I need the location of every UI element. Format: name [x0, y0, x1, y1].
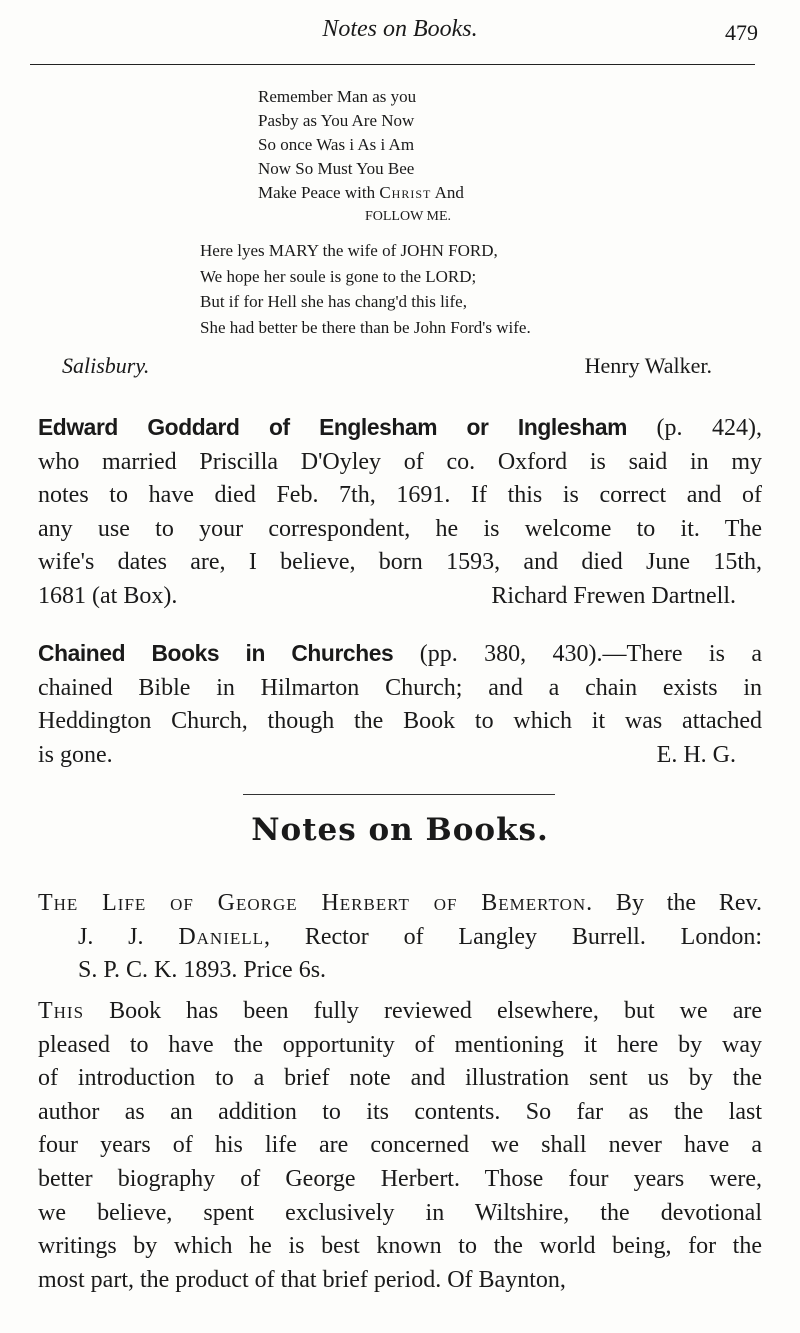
- text-line: [38, 739, 762, 773]
- text-span: wife's dates are, I believe, born 1593, and died June 15th,: [38, 549, 762, 576]
- text-line: [38, 479, 762, 513]
- text-span: four years of his life are concerned we shall never have a: [38, 1132, 762, 1159]
- text-span: Here lyes MARY the wife of JOHN FORD,: [200, 241, 498, 260]
- text-span: She had better be there than be John Ford's wife.: [200, 317, 531, 337]
- text-line: [258, 85, 558, 109]
- text-line: [38, 1163, 762, 1197]
- text-line: [200, 289, 531, 315]
- text-span: better biography of George Herbert. Those four years were,: [38, 1165, 762, 1192]
- text-span: (p. 424),: [627, 415, 762, 441]
- text-line: [38, 921, 762, 955]
- note-heading: Edward Goddard of Englesham or Inglesham: [38, 414, 628, 440]
- text-span: chained Bible in Hilmarton Church; and a chain exists in: [38, 674, 762, 701]
- text-line: [38, 546, 762, 580]
- text-line: [38, 580, 762, 614]
- section-divider: [243, 794, 555, 795]
- text-span: author as an addition to its contents. So far as the last: [38, 1098, 762, 1125]
- text-span: pleased to have the opportunity of mentioning it here by way: [38, 1031, 762, 1058]
- text-span: The Life of George Herbert of Bemerton.: [38, 890, 594, 916]
- text-line: [38, 637, 762, 672]
- note-edward-goddard: [38, 411, 762, 614]
- text-line: [38, 446, 762, 480]
- text-line: [38, 887, 762, 921]
- text-span: FOLLOW ME.: [364, 209, 452, 224]
- text-span: Pasby as You Are Now: [258, 111, 415, 130]
- text-line: [38, 705, 762, 739]
- text-line: [38, 1029, 762, 1063]
- epitaph-verse-2: [200, 238, 531, 340]
- text-span: Daniell: [178, 923, 265, 950]
- signature: E. H. G.: [656, 741, 736, 768]
- text-line: [38, 513, 762, 547]
- text-line: [38, 1230, 762, 1264]
- text-line: [38, 1062, 762, 1096]
- section-heading: Notes on Books.: [251, 812, 549, 848]
- text-span: And: [431, 183, 464, 202]
- text-span: Now So Must You Bee: [258, 159, 415, 178]
- text-line: [258, 157, 558, 181]
- note-chained-books: [38, 637, 762, 772]
- text-line: [38, 1197, 762, 1231]
- text-span: By the Rev.: [593, 890, 762, 916]
- signature: Henry Walker.: [584, 353, 712, 378]
- text-line: [38, 672, 762, 706]
- text-span: writings by which he is best known to the world being, for the: [38, 1233, 762, 1260]
- text-line: [38, 954, 762, 988]
- note-heading: Chained Books in Churches: [38, 640, 394, 666]
- text-line: [258, 181, 558, 205]
- text-span: any use to your correspondent, he is welcome to it. The: [38, 515, 762, 542]
- text-line: [258, 205, 558, 229]
- page-number: 479: [725, 20, 758, 45]
- book-citation: [38, 887, 762, 988]
- header-rule: [30, 64, 755, 65]
- text-line: [62, 353, 738, 379]
- text-span: J. J.: [78, 923, 179, 950]
- text-span: So once Was i As i Am: [258, 135, 415, 154]
- text-span: most part, the product of that brief period. Of Baynton,: [38, 1266, 566, 1293]
- text-span: Christ: [379, 183, 432, 202]
- text-span: is gone.: [38, 741, 113, 768]
- text-span: who married Priscilla D'Oyley of co. Oxford is said in my: [38, 448, 762, 475]
- book-review: [38, 995, 762, 1297]
- text-span: , Rector of Langley Burrell. London:: [264, 923, 762, 950]
- text-line: [258, 133, 558, 157]
- text-line: [38, 1096, 762, 1130]
- text-span: Make Peace with: [258, 183, 380, 202]
- text-line: [38, 1264, 762, 1298]
- epitaph-verse-1: [258, 85, 558, 229]
- text-span: We hope her soule is gone to the LORD;: [200, 266, 477, 286]
- text-span: This: [38, 998, 85, 1024]
- text-line: [38, 1129, 762, 1163]
- text-span: notes to have died Feb. 7th, 1691. If this is correct and of: [38, 482, 762, 509]
- text-line: [200, 264, 531, 290]
- text-span: Remember Man as you: [258, 87, 417, 106]
- text-line: [38, 995, 762, 1029]
- text-line: [200, 238, 531, 264]
- text-line: [200, 315, 531, 341]
- text-span: S. P. C. K. 1893. Price 6s.: [78, 957, 327, 984]
- signature-line: [62, 353, 738, 379]
- running-title: Notes on Books.: [322, 16, 478, 42]
- text-span: we believe, spent exclusively in Wiltshire, the devotional: [38, 1199, 762, 1226]
- text-span: Book has been fully reviewed elsewhere, but we are: [84, 998, 762, 1024]
- text-span: Salisbury.: [62, 353, 150, 378]
- text-span: Heddington Church, though the Book to which it was attached: [38, 708, 762, 735]
- text-line: [38, 411, 762, 446]
- text-span: But if for Hell she has chang'd this life,: [200, 292, 467, 311]
- text-span: (pp. 380, 430).—There is a: [393, 641, 762, 667]
- text-span: of introduction to a brief note and illustration sent us by the: [38, 1065, 762, 1092]
- text-line: [258, 109, 558, 133]
- text-span: 1681 (at Box).: [38, 582, 178, 609]
- signature: Richard Frewen Dartnell.: [491, 582, 736, 609]
